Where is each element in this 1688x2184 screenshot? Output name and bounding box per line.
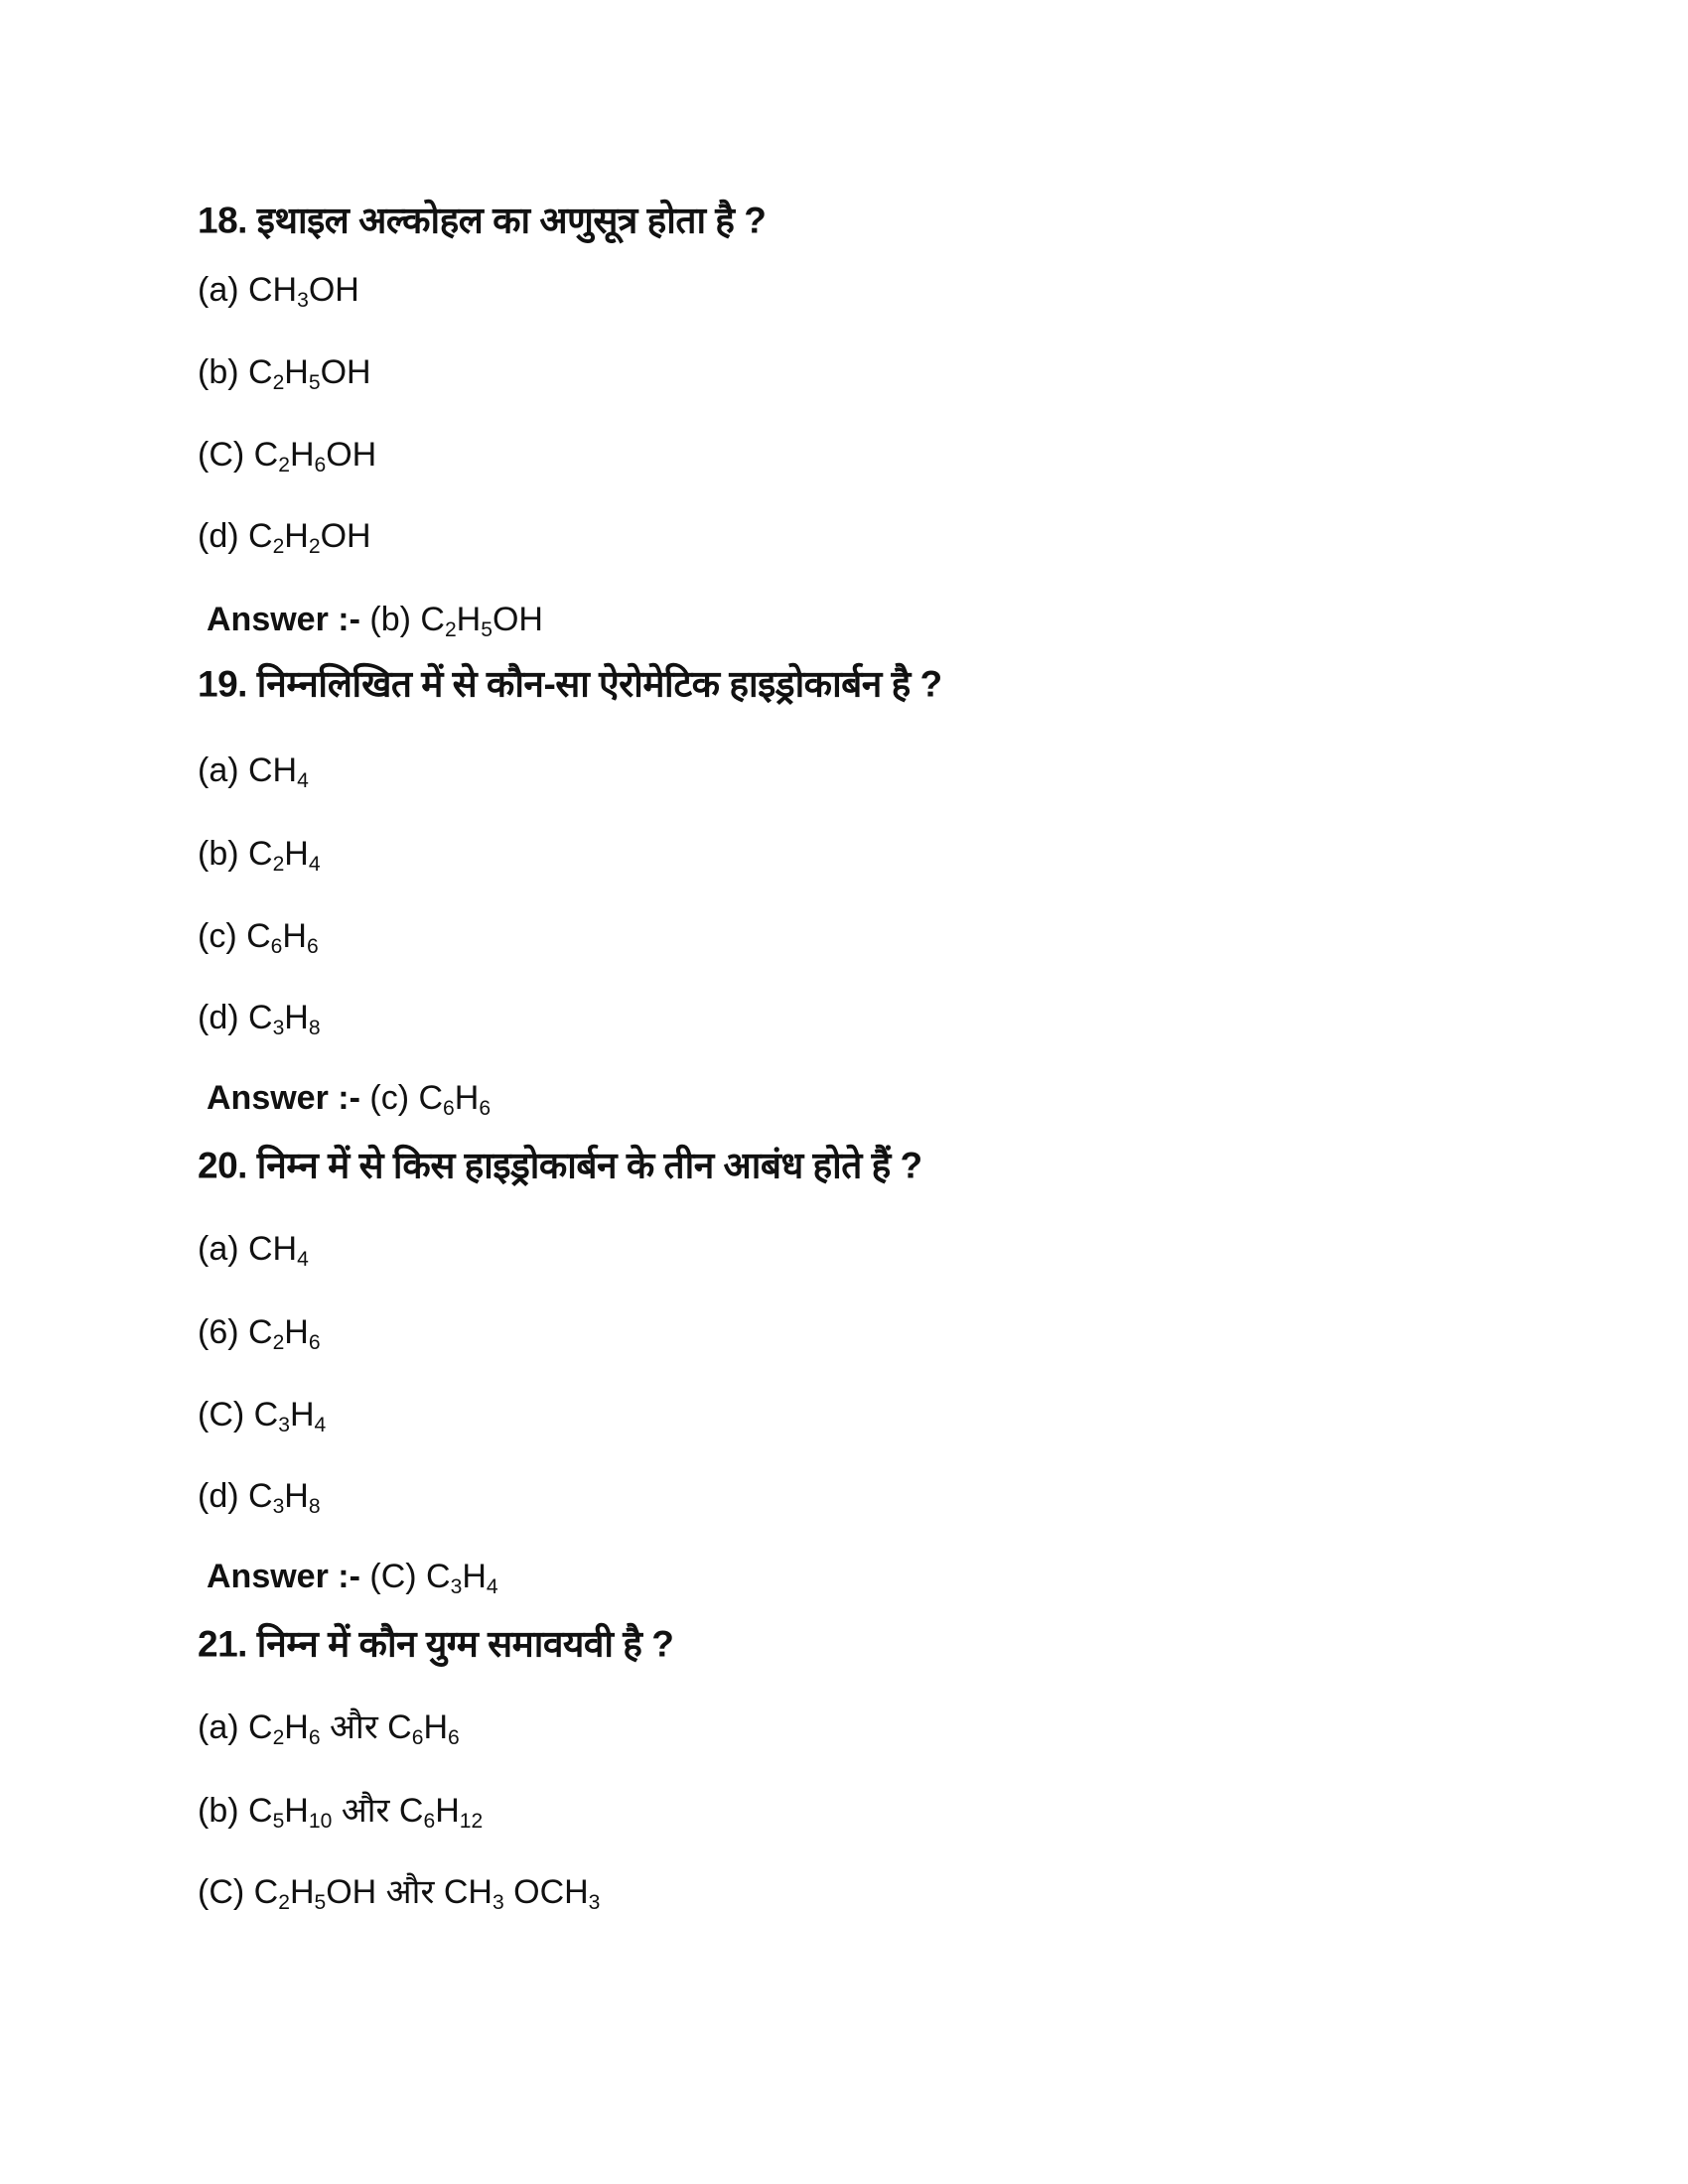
option: (C) $C_3H_4$ bbox=[198, 1396, 327, 1436]
answer-line bbox=[207, 1558, 498, 1598]
option: (b) $C_2H_4$ bbox=[198, 835, 321, 876]
question-title: 19. निम्नलिखित में से कौन-सा ऐरोमेटिक हाइड्रोकार्बन है ? bbox=[198, 663, 942, 705]
option: (C) $C_2H_5OH$ और $CH_3$ $OCH_3$ bbox=[198, 1873, 601, 1914]
question-title: 21. निम्न में कौन युग्म समावयवी है ? bbox=[198, 1623, 674, 1665]
answer-value: (b) $C_2H_5OH$ bbox=[369, 601, 543, 641]
answer-label: Answer :- bbox=[207, 1558, 360, 1595]
option: (a) $CH_4$ bbox=[198, 1230, 309, 1271]
answer-value: (C) $C_3H_4$ bbox=[369, 1558, 498, 1598]
answer-line bbox=[207, 1079, 492, 1120]
answer-label: Answer :- bbox=[207, 1079, 360, 1117]
option: (a) $C_2H_6$ और $C_6H_6$ bbox=[198, 1708, 460, 1749]
answer-line bbox=[207, 601, 543, 641]
option: (a) $CH_3OH$ bbox=[198, 271, 359, 312]
option: (d) $C_2H_2OH$ bbox=[198, 517, 371, 558]
option: (d) $C_3H_8$ bbox=[198, 1477, 321, 1518]
option: (a) $CH_4$ bbox=[198, 751, 309, 792]
option: (b) $C_5H_{10}$ और $C_6H_{12}$ bbox=[198, 1792, 484, 1833]
option: (d) $C_3H_8$ bbox=[198, 999, 321, 1039]
option: (b) $C_2H_5OH$ bbox=[198, 353, 371, 394]
question-title: 20. निम्न में से किस हाइड्रोकार्बन के तीन आबंध होते हैं ? bbox=[198, 1145, 922, 1186]
option: (C) $C_2H_6OH$ bbox=[198, 436, 377, 477]
question-title: 18. इथाइल अल्कोहल का अणुसूत्र होता है ? bbox=[198, 200, 767, 241]
option: (c) $C_6H_6$ bbox=[198, 917, 319, 958]
answer-value: (c) $C_6H_6$ bbox=[369, 1079, 492, 1120]
answer-label: Answer :- bbox=[207, 601, 360, 638]
option: (6) $C_2H_6$ bbox=[198, 1313, 321, 1354]
